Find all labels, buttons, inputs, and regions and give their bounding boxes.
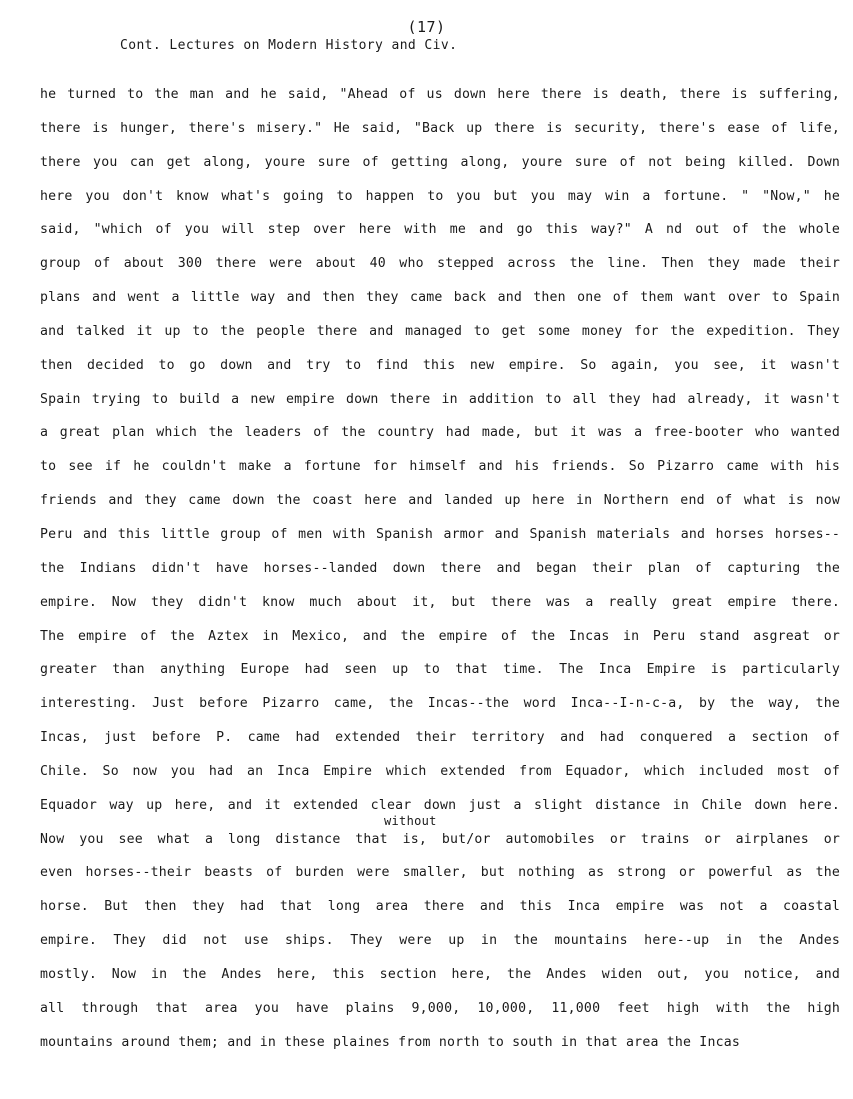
text-line: all through that area you have plains 9,000, 10,000, 11,000 feet high with the high <box>40 1000 840 1016</box>
text-line: he turned to the man and he said, "Ahead of us down here there is death, there is suffering, <box>40 87 840 102</box>
body-text <box>40 85 840 1066</box>
text-line: Incas, just before P. came had extended their territory and had conquered a section of <box>40 730 840 746</box>
text-line: empire. Now they didn't know much about it, but there was a really great empire there. <box>40 594 840 610</box>
text-line: even horses--their beasts of burden were smaller, but nothing as strong or powerful as the <box>40 865 840 881</box>
text-line: mostly. Now in the Andes here, this section here, the Andes widen out, you notice, and <box>40 966 840 982</box>
text-line: Now you see what a long distance that is, but/or automobiles or trains or airplanes or <box>40 831 840 847</box>
text-line: then decided to go down and try to find this new empire. So again, you see, it wasn't <box>40 357 840 373</box>
text-line: plans and went a little way and then they came back and then one of them want over to Spain <box>40 290 840 306</box>
text-line: there is hunger, there's misery." He said, "Back up there is security, there's ease of life, <box>40 120 840 136</box>
text-line: interesting. Just before Pizarro came, the Incas--the word Inca--I-n-c-a, by the way, the <box>40 696 840 712</box>
text-line: a great plan which the leaders of the country had made, but it was a free-booter who wanted <box>40 425 840 441</box>
text-line: Equador way up here, and it extended clear down just a slight distance in Chile down here. <box>40 797 840 813</box>
text-line: Spain trying to build a new empire down there in addition to all they had already, it wasn't <box>40 391 840 407</box>
text-line: mountains around them; and in these plaines from north to south in that area the Incas <box>40 1034 741 1050</box>
text-line: friends and they came down the coast here and landed up here in Northern end of what is now <box>40 493 840 509</box>
page-number: (17) <box>407 18 446 36</box>
text-line: and talked it up to the people there and managed to get some money for the expedition. They <box>40 323 840 339</box>
text-line: empire. They did not use ships. They were up in the mountains here--up in the Andes <box>40 933 840 949</box>
text-line: here you don't know what's going to happen to you but you may win a fortune. " "Now," he <box>40 188 840 204</box>
text-line: the Indians didn't have horses--landed down there and began their plan of capturing the <box>40 560 840 576</box>
text-line: to see if he couldn't make a fortune for himself and his friends. So Pizarro came with his <box>40 459 840 475</box>
text-line: horse. But then they had that long area there and this Inca empire was not a coastal <box>40 899 840 915</box>
text-line: group of about 300 there were about 40 who stepped across the line. Then they made their <box>40 256 840 272</box>
interlinear-insert: without <box>384 814 437 828</box>
running-head: Cont. Lectures on Modern History and Civ. <box>120 38 458 53</box>
text-line: said, "which of you will step over here with me and go this way?" A nd out of the whole <box>40 222 840 238</box>
text-line: Peru and this little group of men with Spanish armor and Spanish materials and horses horses-- <box>40 526 840 542</box>
text-line: Chile. So now you had an Inca Empire which extended from Equador, which included most of <box>40 763 840 779</box>
text-line: there you can get along, youre sure of getting along, youre sure of not being killed. Down <box>40 154 840 170</box>
text-line: The empire of the Aztex in Mexico, and the empire of the Incas in Peru stand asgreat or <box>40 628 840 644</box>
text-line: greater than anything Europe had seen up to that time. The Inca Empire is particularly <box>40 662 840 678</box>
